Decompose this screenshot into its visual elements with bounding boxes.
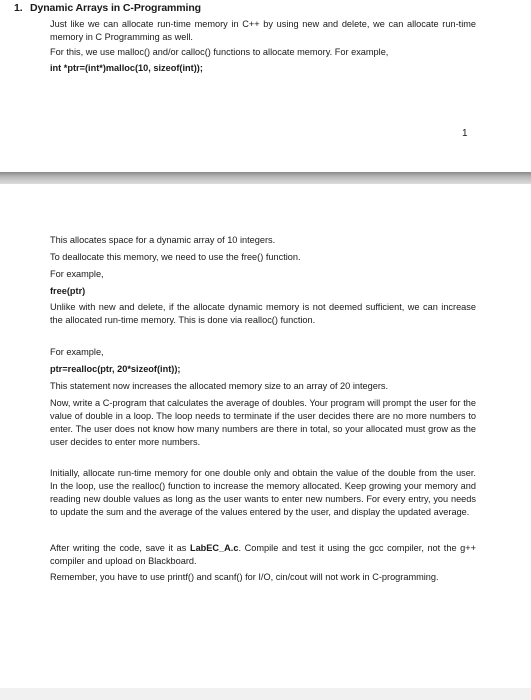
task-paragraph: Now, write a C-program that calculates the average of doubles. Your program will prompt the user for the value of double in a loop. The loop needs to terminate if the user decides there are no more numbers to enter. The user does not know how many numbers are there in total, so your allocated must grow as the user decides to enter more numbers.	[50, 398, 476, 447]
submission-paragraph	[50, 542, 476, 568]
malloc-paragraph: For this, we use malloc() and/or calloc() functions to allocate memory. For example,	[50, 47, 389, 57]
section-title: Dynamic Arrays in C-Programming	[30, 2, 201, 14]
remember-paragraph: Remember, you have to use printf() and scanf() for I/O, cin/cout will not work in C-programming.	[50, 572, 439, 582]
page-number: 1	[462, 128, 468, 139]
increase-paragraph: This statement now increases the allocated memory size to an array of 20 integers.	[50, 381, 389, 391]
page-separator	[0, 172, 531, 184]
section-number: 1.	[14, 2, 23, 14]
section-heading	[14, 2, 201, 14]
intro-paragraph: Just like we can allocate run-time memory in C++ by using new and delete, we can allocate run-time memory in C Programming as well.	[50, 19, 476, 42]
submission-filename: LabEC_A.c	[189, 543, 239, 553]
deallocate-paragraph: To deallocate this memory, we need to use the free() function.	[50, 252, 301, 262]
realloc-code: ptr=realloc(ptr, 20*sizeof(int));	[50, 364, 181, 374]
page-bottom-band	[0, 688, 531, 700]
free-code: free(ptr)	[50, 286, 86, 296]
document-page-2	[0, 184, 531, 700]
initially-paragraph: Initially, allocate run-time memory for one double only and obtain the value of the double from the user. In the loop, use the realloc() function to increase the memory allocated. Keep growing your memory and reading new double values as long as the user wants to enter new numbers. For every entry, you needs to update the sum and the average of the values entered by the user, and display the updated average.	[50, 468, 476, 517]
submission-text-b: . Compile and test it using the gcc compiler, not the g++ compiler and upload on Blackboard.	[50, 543, 476, 566]
submission-text-a: After writing the code, save it as	[50, 543, 190, 553]
example-label-1: For example,	[50, 269, 104, 279]
example-label-2: For example,	[50, 347, 104, 357]
document-page-1	[0, 0, 531, 172]
allocates-paragraph: This allocates space for a dynamic array of 10 integers.	[50, 235, 276, 245]
realloc-paragraph: Unlike with new and delete, if the allocate dynamic memory is not deemed sufficient, we can increase the allocated run-time memory. This is done via realloc() function.	[50, 302, 476, 325]
malloc-code: int *ptr=(int*)malloc(10, sizeof(int));	[50, 63, 203, 73]
